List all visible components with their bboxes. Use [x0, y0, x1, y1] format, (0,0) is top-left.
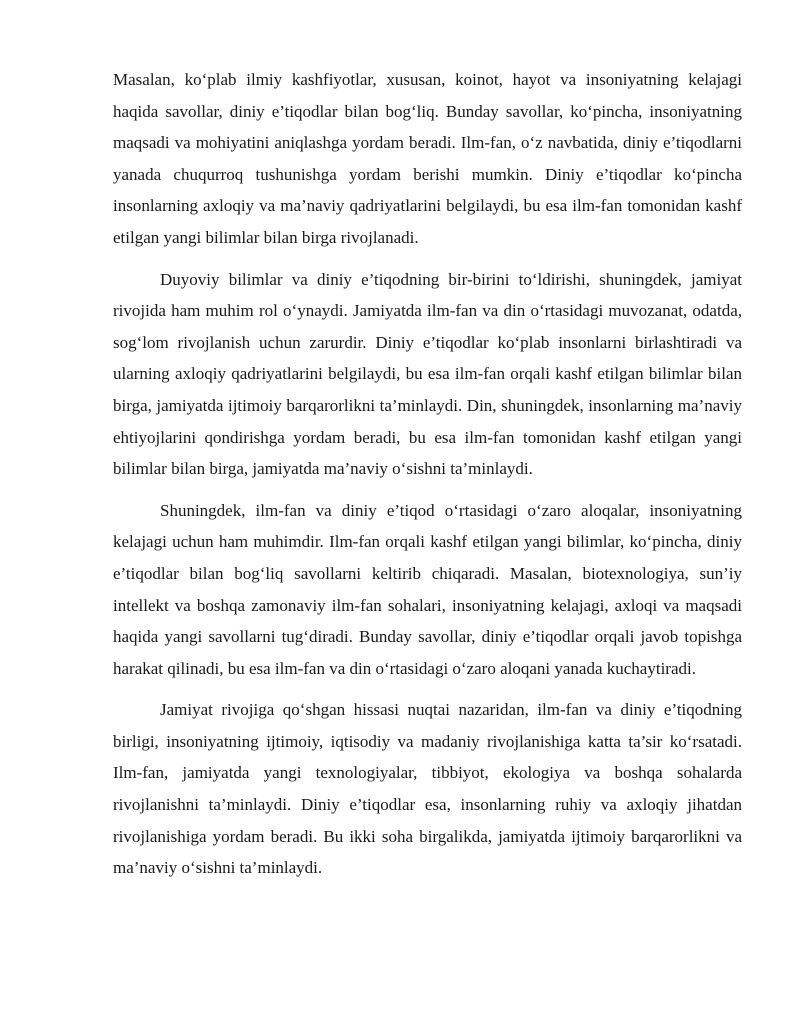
document-page: [113, 64, 742, 894]
paragraph-3: Shuningdek, ilm-fan va diniy e’tiqod o‘rtasidagi o‘zaro aloqalar, insoniyatning kelajagi uchun ham muhimdir. Ilm-fan orqali kashf etilgan yangi bilimlar, ko‘pincha, diniy e’tiqodlar bilan bog‘liq savollarni keltirib chiqaradi. Masalan, biotexnologiya, sun’iy intellekt va boshqa zamonaviy ilm-fan sohalari, insoniyatning kelajagi, axloqi va maqsadi haqida yangi savollarni tug‘diradi. Bunday savollar, diniy e’tiqodlar orqali javob topishga harakat qilinadi, bu esa ilm-fan va din o‘rtasidagi o‘zaro aloqani yanada kuchaytiradi.: [113, 500, 742, 678]
paragraph-4: Jamiyat rivojiga qo‘shgan hissasi nuqtai nazaridan, ilm-fan va diniy e’tiqodning birligi, insoniyatning ijtimoiy, iqtisodiy va madaniy rivojlanishiga katta ta’sir ko‘rsatadi. Ilm-fan, jamiyatda yangi texnologiyalar, tibbiyot, ekologiya va boshqa sohalarda rivojlanishni ta’minlaydi. Diniy e’tiqodlar esa, insonlarning ruhiy va axloqiy jihatdan rivojlanishiga yordam beradi. Bu ikki soha birgalikda, jamiyatda ijtimoiy barqarorlikni va ma’naviy o‘sishni ta’minlaydi.: [113, 700, 742, 878]
paragraph-2: Duyoviy bilimlar va diniy e’tiqodning bir-birini to‘ldirishi, shuningdek, jamiyat rivojida ham muhim rol o‘ynaydi. Jamiyatda ilm-fan va din o‘rtasidagi muvozanat, odatda, sog‘lom rivojlanish uchun zarurdir. Diniy e’tiqodlar ko‘plab insonlarni birlashtiradi va ularning axloqiy qadriyatlarini belgilaydi, bu esa ilm-fan orqali kashf etilgan bilimlar bilan birga, jamiyatda ijtimoiy barqarorlikni ta’minlaydi. Din, shuningdek, insonlarning ma’naviy ehtiyojlarini qondirishga yordam beradi, bu esa ilm-fan tomonidan kashf etilgan yangi bilimlar bilan birga, jamiyatda ma’naviy o‘sishni ta’minlaydi.: [113, 269, 742, 479]
paragraph-1: Masalan, ko‘plab ilmiy kashfiyotlar, xususan, koinot, hayot va insoniyatning kelajagi haqida savollar, diniy e’tiqodlar bilan bog‘liq. Bunday savollar, ko‘pincha, insoniyatning maqsadi va mohiyatini aniqlashga yordam beradi. Ilm-fan, o‘z navbatida, diniy e’tiqodlarni yanada chuqurroq tushunishga yordam berishi mumkin. Diniy e’tiqodlar ko‘pincha insonlarning axloqiy va ma’naviy qadriyatlarini belgilaydi, bu esa ilm-fan tomonidan kashf etilgan yangi bilimlar bilan birga rivojlanadi.: [113, 70, 742, 247]
